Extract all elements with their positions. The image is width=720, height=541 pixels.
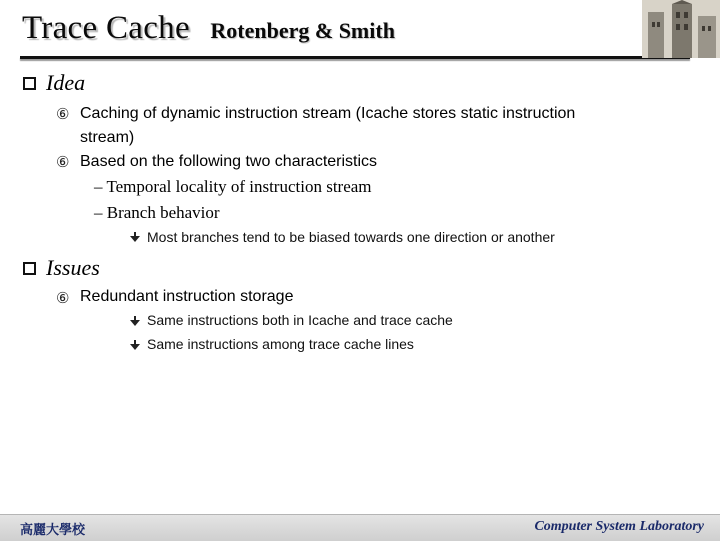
title-underline (20, 56, 690, 59)
idea-point-2: Based on the following two characteristics (80, 153, 378, 170)
university-building-icon (642, 0, 720, 58)
arrow-bullet-icon (130, 320, 140, 326)
idea-sub-1: – Temporal locality of instruction stream (94, 177, 372, 196)
bullet-icon: ⑥ (56, 154, 70, 171)
title-main: Trace Cache (22, 10, 190, 46)
idea-point-1-line1: Caching of dynamic instruction stream (Icache stores static instruction (80, 105, 576, 122)
idea-sub-2: – Branch behavior (94, 203, 220, 222)
square-bullet-icon (23, 262, 36, 275)
lab-name: Computer System Laboratory (534, 519, 704, 534)
issues-detail-2: Same instructions among trace cache lines (147, 336, 414, 352)
arrow-bullet-icon (130, 344, 140, 350)
slide-title (22, 10, 395, 47)
issues-heading: Issues (46, 255, 100, 280)
arrow-bullet-icon (130, 236, 140, 242)
idea-detail: Most branches tend to be biased towards one direction or another (147, 229, 555, 245)
university-name: 高麗大學校 (20, 523, 86, 538)
square-bullet-icon (23, 77, 36, 90)
idea-point-1 (80, 102, 575, 150)
bullet-icon: ⑥ (56, 106, 70, 123)
title-subtitle: Rotenberg & Smith (210, 18, 395, 43)
issues-detail-1: Same instructions both in Icache and trace cache (147, 312, 453, 328)
idea-point-1-line2: stream) (80, 129, 135, 146)
footer-bar (0, 514, 720, 541)
idea-heading: Idea (46, 70, 86, 95)
issues-point-1: Redundant instruction storage (80, 288, 294, 305)
bullet-icon: ⑥ (56, 290, 70, 307)
